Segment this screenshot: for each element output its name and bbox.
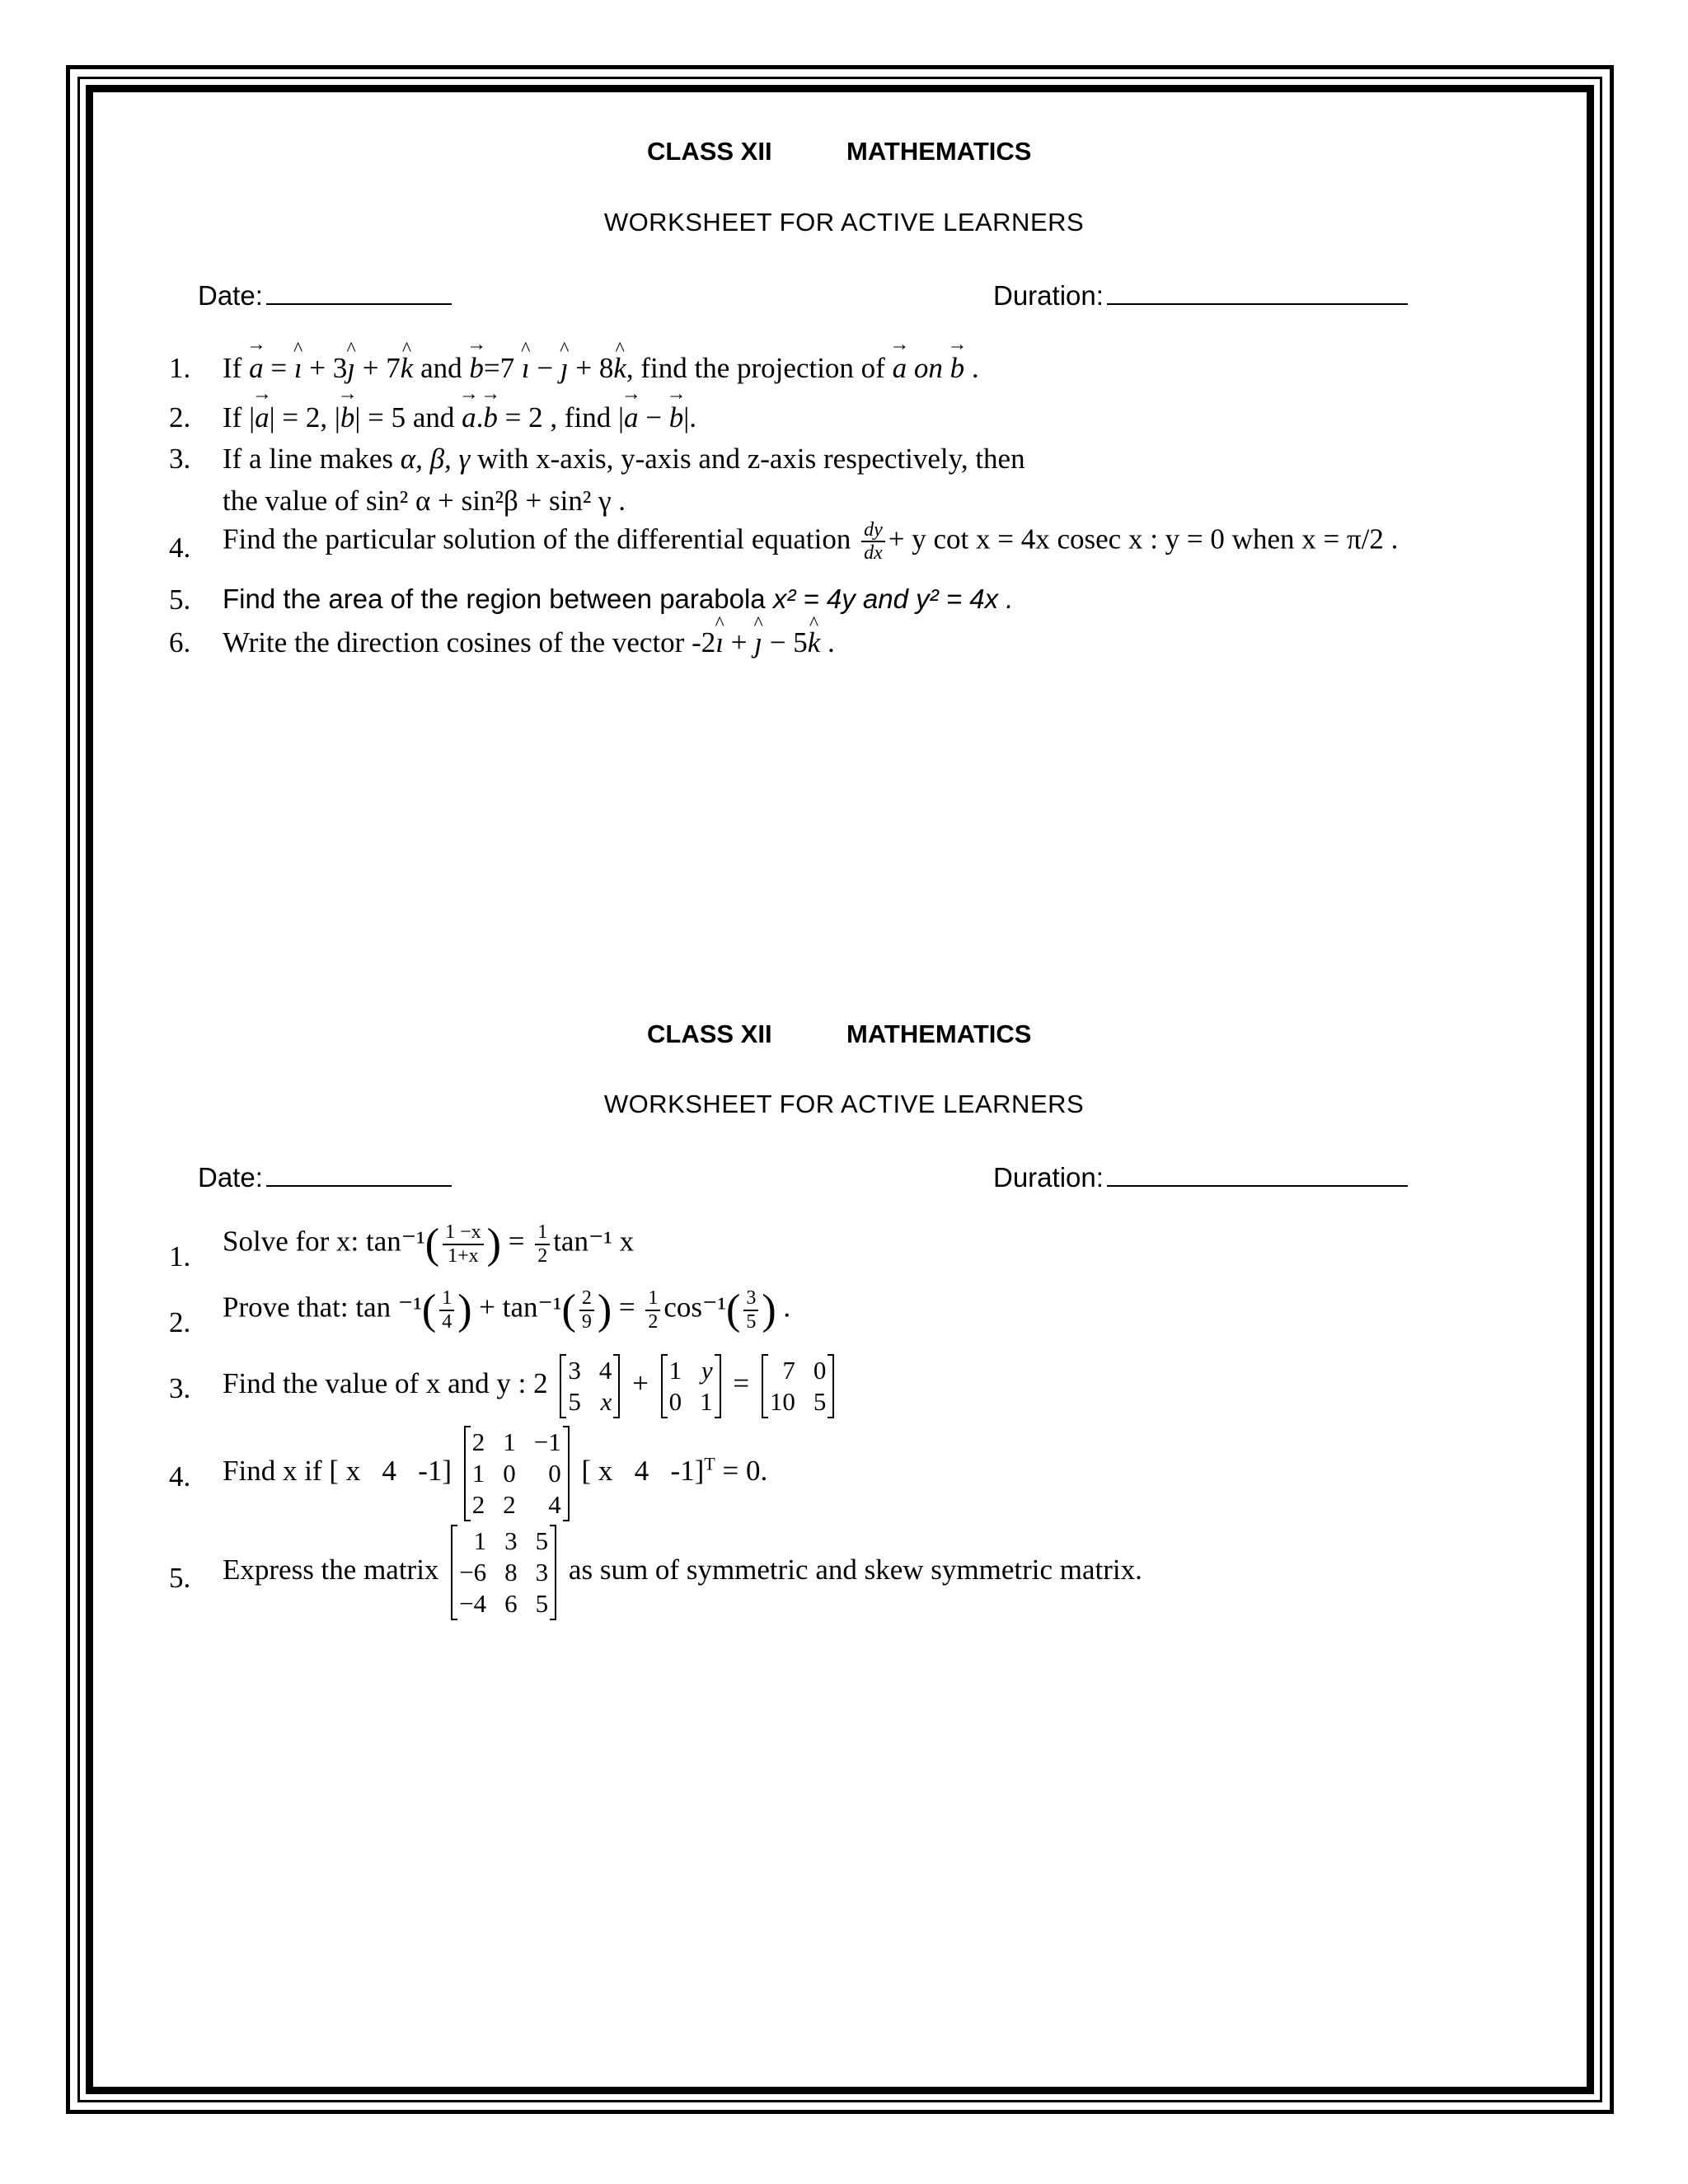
q-text: = 0. bbox=[722, 1455, 768, 1488]
question-2: Prove that: tan ⁻¹( $\frac{1}{4}$ ) + tan⁻¹( $\frac{2}{9}$ ) = $\frac{1}{2}$ cos⁻¹( $\frac{3}{5}$ ) . bbox=[223, 1286, 791, 1333]
q-text: = bbox=[508, 1225, 525, 1258]
question-number: 4. bbox=[169, 532, 191, 564]
question-5 bbox=[223, 583, 1013, 615]
fraction: $\frac{1}{2}$ bbox=[645, 1287, 660, 1333]
q-text: = 2, bbox=[282, 401, 328, 434]
q-text: Find the particular solution of the differential equation bbox=[223, 523, 851, 555]
duration-label: Duration: bbox=[993, 1162, 1104, 1193]
duration-field bbox=[993, 279, 1408, 312]
transpose-mark: T bbox=[704, 1453, 715, 1474]
q-text: Find the area of the region between parabola bbox=[223, 583, 766, 614]
q-text: − 5 bbox=[769, 626, 808, 658]
question-3-continued: the value of sin² α + sin²β + sin² γ . bbox=[223, 485, 626, 517]
question-number: 6. bbox=[169, 626, 191, 658]
subject-label: MATHEMATICS bbox=[846, 1019, 1032, 1048]
question-1: Solve for x: tan⁻¹( $\frac{1 -x}{1+x}$ ) = $\frac{1}{2}$ tan⁻¹ x bbox=[223, 1221, 635, 1268]
question-number: 1. bbox=[169, 352, 191, 384]
matrix-c: 7 0 10 5 bbox=[762, 1354, 835, 1418]
question-5 bbox=[223, 1525, 1142, 1620]
matrix-3x3: 2 1 −1 1 0 0 2 2 4 bbox=[464, 1426, 570, 1521]
q-text: If a line makes bbox=[223, 443, 393, 475]
fraction-dy-dx: $\frac{dy}{dx}$ bbox=[861, 519, 885, 565]
q-text: Prove that: bbox=[223, 1291, 349, 1324]
question-number: 5. bbox=[169, 1562, 191, 1594]
q-text: = bbox=[733, 1367, 750, 1400]
fraction: $\frac{1 -x}{1+x}$ bbox=[443, 1221, 484, 1267]
fraction: $\frac{3}{5}$ bbox=[743, 1287, 758, 1333]
q-text: If bbox=[223, 352, 242, 384]
duration-field bbox=[993, 1160, 1408, 1193]
q-text: [ x bbox=[581, 1455, 613, 1488]
date-label: Date: bbox=[198, 280, 263, 311]
fraction: $\frac{2}{9}$ bbox=[579, 1287, 594, 1333]
question-6: Write the direction cosines of the vector -2ı ^ + ȷ ^ − 5k ^ . bbox=[223, 626, 835, 659]
q-text: + tan⁻¹ bbox=[479, 1291, 562, 1324]
question-3 bbox=[223, 1354, 839, 1418]
q-text: + bbox=[730, 626, 748, 658]
q-text: Find the value of x and y : bbox=[223, 1367, 527, 1400]
fraction: $\frac{1}{2}$ bbox=[535, 1221, 550, 1267]
q-text: . bbox=[828, 626, 835, 658]
q-text: -1] bbox=[418, 1455, 452, 1488]
q-text: 4 bbox=[634, 1455, 649, 1488]
q-text: If bbox=[223, 401, 242, 434]
q-text: =7 bbox=[483, 352, 515, 384]
q-text: 4 bbox=[382, 1455, 396, 1488]
date-field bbox=[198, 1160, 452, 1193]
question-1: If a → = ı ^ + 3ȷ ^ + 7k ^ and b →=7 ı ^ − ȷ ^ + 8k ^, find the projection of a → on b → . bbox=[223, 352, 979, 385]
date-blank bbox=[266, 279, 452, 305]
q-text: with x-axis, y-axis and z-axis respectively, then bbox=[477, 443, 1025, 475]
question-number: 2. bbox=[169, 1306, 191, 1338]
q-text: on bbox=[913, 352, 943, 384]
q-text: and bbox=[420, 352, 462, 384]
matrix-3x3: 1 3 5 −6 8 3 −4 6 5 bbox=[451, 1525, 556, 1620]
duration-blank bbox=[1107, 1160, 1408, 1187]
q-text: tan ⁻¹ bbox=[355, 1291, 422, 1324]
matrix-b: 1 y 0 1 bbox=[661, 1354, 721, 1418]
class-label: CLASS XII bbox=[647, 1019, 772, 1048]
q-text: tan⁻¹ x bbox=[553, 1225, 635, 1258]
question-4 bbox=[223, 519, 1398, 565]
q-text: Write the direction cosines of the vector -2 bbox=[223, 626, 716, 658]
q-text: = bbox=[618, 1291, 635, 1324]
date-blank bbox=[266, 1160, 452, 1187]
question-4 bbox=[223, 1426, 767, 1521]
date-field bbox=[198, 279, 452, 312]
class-label: CLASS XII bbox=[647, 137, 772, 166]
matrix-a: 3 4 5 x bbox=[560, 1354, 620, 1418]
q-text: + y cot x = 4x cosec x : y = 0 when x = π/2 . bbox=[888, 523, 1399, 555]
q-text: α, β, γ bbox=[400, 443, 471, 475]
q-text: . bbox=[783, 1291, 791, 1324]
q-text: cos⁻¹ bbox=[663, 1291, 727, 1324]
q-text: Express the matrix bbox=[223, 1554, 439, 1586]
subject-label: MATHEMATICS bbox=[846, 137, 1032, 166]
question-number: 5. bbox=[169, 583, 191, 616]
question-number: 2. bbox=[169, 401, 191, 434]
q-text: tan⁻¹ bbox=[366, 1225, 425, 1258]
q-text: Find x if [ x bbox=[223, 1455, 361, 1488]
question-3 bbox=[223, 443, 1025, 476]
q-text: as sum of symmetric and skew symmetric matrix. bbox=[568, 1554, 1142, 1586]
worksheet-subtitle: WORKSHEET FOR ACTIVE LEARNERS bbox=[603, 208, 1085, 237]
question-number: 3. bbox=[169, 1372, 191, 1404]
question-2: If |a →| = 2, |b →| = 5 and a →.b → = 2 , find |a → − b →|. bbox=[223, 401, 696, 434]
q-text: , find the projection of bbox=[626, 352, 885, 384]
q-text: -1] bbox=[670, 1455, 705, 1488]
q-text: = 2 , find bbox=[504, 401, 612, 434]
q-text: Solve for x: bbox=[223, 1225, 359, 1258]
worksheet-subtitle: WORKSHEET FOR ACTIVE LEARNERS bbox=[603, 1090, 1085, 1118]
question-number: 4. bbox=[169, 1460, 191, 1493]
duration-blank bbox=[1107, 279, 1408, 305]
q-text: + bbox=[632, 1367, 649, 1400]
question-number: 3. bbox=[169, 443, 191, 475]
duration-label: Duration: bbox=[993, 280, 1104, 311]
question-number: 1. bbox=[169, 1240, 191, 1272]
q-text: x² = 4y and y² = 4x . bbox=[772, 583, 1014, 614]
q-text: 2 bbox=[533, 1367, 548, 1400]
date-label: Date: bbox=[198, 1162, 263, 1193]
q-text: = 5 and bbox=[368, 401, 455, 434]
fraction: $\frac{1}{4}$ bbox=[439, 1287, 454, 1333]
